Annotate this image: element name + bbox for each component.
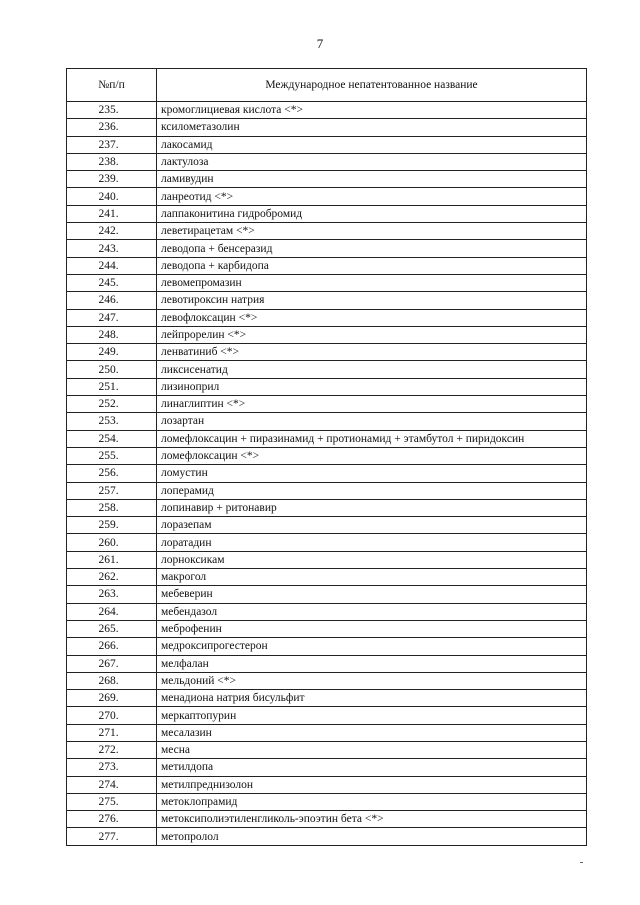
table-row — [67, 292, 587, 309]
drug-name: ланреотид <*> — [157, 188, 587, 205]
drug-name: метоксиполиэтиленгликоль-эпоэтин бета <*> — [157, 811, 587, 828]
row-number: 253. — [67, 413, 157, 430]
table-row — [67, 707, 587, 724]
header-name: Международное непатентованное название — [157, 69, 587, 102]
row-number: 244. — [67, 257, 157, 274]
table-body — [67, 102, 587, 846]
drug-name: лейпрорелин <*> — [157, 326, 587, 343]
row-number: 264. — [67, 603, 157, 620]
table-row — [67, 188, 587, 205]
drug-name: леводопа + карбидопа — [157, 257, 587, 274]
drug-name: линаглиптин <*> — [157, 396, 587, 413]
row-number: 259. — [67, 517, 157, 534]
drug-name: леводопа + бенсеразид — [157, 240, 587, 257]
drug-name: меркаптопурин — [157, 707, 587, 724]
drug-name: ленватиниб <*> — [157, 344, 587, 361]
drug-name: ломефлоксацин <*> — [157, 447, 587, 464]
table-row — [67, 759, 587, 776]
table-row — [67, 793, 587, 810]
table-row — [67, 482, 587, 499]
table-row — [67, 102, 587, 119]
table-row — [67, 171, 587, 188]
table-row — [67, 655, 587, 672]
table-row — [67, 741, 587, 758]
row-number: 243. — [67, 240, 157, 257]
row-number: 277. — [67, 828, 157, 845]
row-number: 250. — [67, 361, 157, 378]
drug-name: лактулоза — [157, 153, 587, 170]
drug-name: лоратадин — [157, 534, 587, 551]
row-number: 262. — [67, 569, 157, 586]
table-row — [67, 465, 587, 482]
drug-name: ксилометазолин — [157, 119, 587, 136]
row-number: 240. — [67, 188, 157, 205]
row-number: 248. — [67, 326, 157, 343]
table-row — [67, 603, 587, 620]
drug-name: меброфенин — [157, 620, 587, 637]
table-row — [67, 413, 587, 430]
scan-mark — [580, 862, 583, 863]
table-row — [67, 344, 587, 361]
table-row — [67, 828, 587, 845]
row-number: 257. — [67, 482, 157, 499]
table-row — [67, 672, 587, 689]
drug-name: лоразепам — [157, 517, 587, 534]
table-row — [67, 257, 587, 274]
table-row — [67, 136, 587, 153]
row-number: 261. — [67, 551, 157, 568]
row-number: 266. — [67, 638, 157, 655]
table-row — [67, 326, 587, 343]
table-row — [67, 551, 587, 568]
table-row — [67, 378, 587, 395]
row-number: 239. — [67, 171, 157, 188]
drug-name: ломустин — [157, 465, 587, 482]
table-row — [67, 396, 587, 413]
table-row — [67, 430, 587, 447]
table-row — [67, 119, 587, 136]
drug-name: левофлоксацин <*> — [157, 309, 587, 326]
row-number: 276. — [67, 811, 157, 828]
row-number: 235. — [67, 102, 157, 119]
table-row — [67, 517, 587, 534]
drug-name: метопролол — [157, 828, 587, 845]
drug-name: лорноксикам — [157, 551, 587, 568]
drug-name: левомепромазин — [157, 274, 587, 291]
row-number: 242. — [67, 223, 157, 240]
row-number: 256. — [67, 465, 157, 482]
drug-list-table — [66, 68, 587, 846]
row-number: 268. — [67, 672, 157, 689]
row-number: 236. — [67, 119, 157, 136]
row-number: 245. — [67, 274, 157, 291]
drug-name: лозартан — [157, 413, 587, 430]
drug-name: мельдоний <*> — [157, 672, 587, 689]
drug-name: лаппаконитина гидробромид — [157, 205, 587, 222]
drug-name: лоперамид — [157, 482, 587, 499]
row-number: 238. — [67, 153, 157, 170]
row-number: 263. — [67, 586, 157, 603]
drug-name: левотироксин натрия — [157, 292, 587, 309]
row-number: 241. — [67, 205, 157, 222]
table-row — [67, 447, 587, 464]
drug-name: медроксипрогестерон — [157, 638, 587, 655]
row-number: 258. — [67, 499, 157, 516]
drug-name: мебеверин — [157, 586, 587, 603]
drug-name: метилдопа — [157, 759, 587, 776]
row-number: 274. — [67, 776, 157, 793]
table-row — [67, 620, 587, 637]
drug-name: лопинавир + ритонавир — [157, 499, 587, 516]
table-header-row — [67, 69, 587, 102]
row-number: 270. — [67, 707, 157, 724]
table-row — [67, 309, 587, 326]
drug-name: кромоглициевая кислота <*> — [157, 102, 587, 119]
drug-name: метоклопрамид — [157, 793, 587, 810]
table-row — [67, 153, 587, 170]
drug-name: ликсисенатид — [157, 361, 587, 378]
drug-name: мелфалан — [157, 655, 587, 672]
row-number: 272. — [67, 741, 157, 758]
table-row — [67, 586, 587, 603]
row-number: 260. — [67, 534, 157, 551]
table-row — [67, 534, 587, 551]
table-row — [67, 205, 587, 222]
drug-name: леветирацетам <*> — [157, 223, 587, 240]
row-number: 237. — [67, 136, 157, 153]
drug-name: ламивудин — [157, 171, 587, 188]
drug-name: макрогол — [157, 569, 587, 586]
table-row — [67, 223, 587, 240]
row-number: 255. — [67, 447, 157, 464]
drug-name: лизиноприл — [157, 378, 587, 395]
row-number: 249. — [67, 344, 157, 361]
row-number: 275. — [67, 793, 157, 810]
table-row — [67, 811, 587, 828]
drug-name: месна — [157, 741, 587, 758]
row-number: 267. — [67, 655, 157, 672]
table-row — [67, 776, 587, 793]
header-number: №п/п — [67, 69, 157, 102]
drug-name: менадиона натрия бисульфит — [157, 690, 587, 707]
table-row — [67, 569, 587, 586]
row-number: 252. — [67, 396, 157, 413]
drug-name: ломефлоксацин + пиразинамид + протионамид + этамбутол + пиридоксин — [157, 430, 587, 447]
table-row — [67, 638, 587, 655]
table-row — [67, 724, 587, 741]
row-number: 273. — [67, 759, 157, 776]
row-number: 251. — [67, 378, 157, 395]
row-number: 265. — [67, 620, 157, 637]
table-row — [67, 361, 587, 378]
row-number: 247. — [67, 309, 157, 326]
row-number: 269. — [67, 690, 157, 707]
page-number: 7 — [316, 36, 324, 51]
drug-name: лакосамид — [157, 136, 587, 153]
drug-name: месалазин — [157, 724, 587, 741]
row-number: 246. — [67, 292, 157, 309]
table-row — [67, 499, 587, 516]
drug-name: метилпреднизолон — [157, 776, 587, 793]
table-row — [67, 274, 587, 291]
row-number: 254. — [67, 430, 157, 447]
table-row — [67, 690, 587, 707]
row-number: 271. — [67, 724, 157, 741]
drug-name: мебендазол — [157, 603, 587, 620]
table-row — [67, 240, 587, 257]
